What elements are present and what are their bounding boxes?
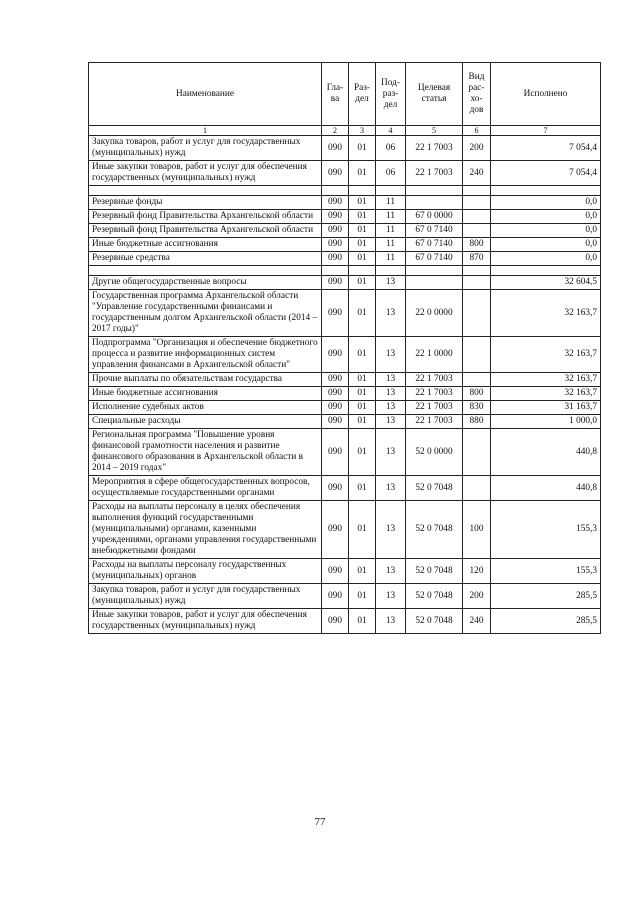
row-expense-type (463, 373, 491, 387)
row-name: Мероприятия в сфере общегосударственных вопросов, осуществляемые государственными органами (89, 476, 322, 501)
table-row (89, 476, 601, 501)
table-row (89, 337, 601, 373)
empty-cell (491, 266, 601, 276)
row-executed: 0,0 (491, 210, 601, 224)
row-section: 01 (349, 210, 376, 224)
row-section: 01 (349, 196, 376, 210)
row-target: 22 1 7003 (406, 161, 463, 186)
row-executed: 32 163,7 (491, 290, 601, 337)
row-chapter: 090 (322, 337, 349, 373)
row-target: 52 0 7048 (406, 609, 463, 634)
row-name: Иные бюджетные ассигнования (89, 387, 322, 401)
row-chapter: 090 (322, 609, 349, 634)
row-section: 01 (349, 252, 376, 266)
row-target: 22 1 7003 (406, 415, 463, 429)
row-expense-type: 120 (463, 559, 491, 584)
row-name: Закупка товаров, работ и услуг для государственных (муниципальных) нужд (89, 136, 322, 161)
table-body (89, 136, 601, 634)
column-number: 1 (89, 126, 322, 136)
row-expense-type: 880 (463, 415, 491, 429)
row-target: 22 1 7003 (406, 401, 463, 415)
row-chapter: 090 (322, 584, 349, 609)
row-target: 22 0 0000 (406, 290, 463, 337)
row-subsection: 13 (376, 401, 406, 415)
row-name: Закупка товаров, работ и услуг для государственных (муниципальных) нужд (89, 584, 322, 609)
row-chapter: 090 (322, 210, 349, 224)
row-expense-type (463, 337, 491, 373)
row-target: 52 0 0000 (406, 429, 463, 476)
row-chapter: 090 (322, 136, 349, 161)
table-row (89, 210, 601, 224)
row-subsection: 13 (376, 429, 406, 476)
row-name: Иные закупки товаров, работ и услуг для обеспечения государственных (муниципальных) нужд (89, 161, 322, 186)
empty-cell (349, 186, 376, 196)
row-executed: 7 054,4 (491, 136, 601, 161)
row-section: 01 (349, 415, 376, 429)
empty-cell (349, 266, 376, 276)
table-row (89, 401, 601, 415)
column-number: 6 (463, 126, 491, 136)
row-chapter: 090 (322, 290, 349, 337)
row-expense-type (463, 276, 491, 290)
header-chapter: Гла- ва (322, 63, 349, 126)
row-section: 01 (349, 401, 376, 415)
budget-table (88, 62, 601, 634)
row-executed: 440,8 (491, 476, 601, 501)
column-number: 2 (322, 126, 349, 136)
row-section: 01 (349, 337, 376, 373)
row-target: 67 0 7140 (406, 252, 463, 266)
empty-cell (491, 186, 601, 196)
row-name: Расходы на выплаты персоналу в целях обеспечения выполнения функций государственными (муниципальными) органами, казенными учреждениями, органами управления государственными внебюджетными фондами (89, 501, 322, 559)
row-executed: 32 163,7 (491, 337, 601, 373)
row-executed: 0,0 (491, 252, 601, 266)
row-target: 22 1 0000 (406, 337, 463, 373)
empty-cell (322, 186, 349, 196)
table-row (89, 290, 601, 337)
row-subsection: 13 (376, 559, 406, 584)
row-target: 22 1 7003 (406, 387, 463, 401)
row-name: Иные закупки товаров, работ и услуг для обеспечения государственных (муниципальных) нужд (89, 609, 322, 634)
row-section: 01 (349, 429, 376, 476)
row-name: Резервный фонд Правительства Архангельской области (89, 210, 322, 224)
row-expense-type: 240 (463, 609, 491, 634)
row-expense-type (463, 476, 491, 501)
row-subsection: 13 (376, 387, 406, 401)
row-subsection: 11 (376, 238, 406, 252)
row-expense-type: 200 (463, 584, 491, 609)
row-section: 01 (349, 373, 376, 387)
row-expense-type (463, 224, 491, 238)
row-executed: 285,5 (491, 609, 601, 634)
empty-cell (322, 266, 349, 276)
row-executed: 1 000,0 (491, 415, 601, 429)
row-expense-type: 800 (463, 387, 491, 401)
row-target: 52 0 7048 (406, 501, 463, 559)
table-row (89, 196, 601, 210)
row-subsection: 11 (376, 196, 406, 210)
empty-cell (406, 186, 463, 196)
row-chapter: 090 (322, 238, 349, 252)
header-name: Наименование (89, 63, 322, 126)
page-number: 77 (314, 816, 326, 828)
row-target: 22 1 7003 (406, 136, 463, 161)
table-row (89, 429, 601, 476)
table-row (89, 609, 601, 634)
row-target: 67 0 7140 (406, 238, 463, 252)
row-executed: 32 604,5 (491, 276, 601, 290)
row-chapter: 090 (322, 276, 349, 290)
row-chapter: 090 (322, 415, 349, 429)
row-chapter: 090 (322, 401, 349, 415)
row-expense-type (463, 210, 491, 224)
row-target (406, 276, 463, 290)
row-subsection: 11 (376, 210, 406, 224)
row-executed: 0,0 (491, 238, 601, 252)
row-name: Резервный фонд Правительства Архангельской области (89, 224, 322, 238)
table-row (89, 415, 601, 429)
table-row (89, 252, 601, 266)
row-section: 01 (349, 584, 376, 609)
row-subsection: 11 (376, 252, 406, 266)
table-row (89, 387, 601, 401)
row-name: Расходы на выплаты персоналу государственных (муниципальных) органов (89, 559, 322, 584)
row-section: 01 (349, 136, 376, 161)
row-name: Резервные фонды (89, 196, 322, 210)
row-executed: 155,3 (491, 559, 601, 584)
row-subsection: 06 (376, 136, 406, 161)
row-executed: 31 163,7 (491, 401, 601, 415)
row-chapter: 090 (322, 429, 349, 476)
row-expense-type: 830 (463, 401, 491, 415)
row-expense-type: 870 (463, 252, 491, 266)
row-executed: 32 163,7 (491, 387, 601, 401)
row-name: Исполнение судебных актов (89, 401, 322, 415)
row-chapter: 090 (322, 476, 349, 501)
spacer-row (89, 186, 601, 196)
row-name: Резервные средства (89, 252, 322, 266)
row-chapter: 090 (322, 559, 349, 584)
table-row (89, 584, 601, 609)
row-expense-type: 800 (463, 238, 491, 252)
row-executed: 155,3 (491, 501, 601, 559)
empty-cell (463, 266, 491, 276)
row-section: 01 (349, 501, 376, 559)
empty-cell (406, 266, 463, 276)
row-expense-type: 240 (463, 161, 491, 186)
row-subsection: 13 (376, 476, 406, 501)
row-chapter: 090 (322, 196, 349, 210)
row-name: Подпрограмма "Организация и обеспечение бюджетного процесса и развитие информационных систем управления финансами в Архангельской области" (89, 337, 322, 373)
row-section: 01 (349, 161, 376, 186)
row-section: 01 (349, 476, 376, 501)
table-row (89, 559, 601, 584)
table-row (89, 238, 601, 252)
spacer-row (89, 266, 601, 276)
header-subsection: Под- раз- дел (376, 63, 406, 126)
row-chapter: 090 (322, 387, 349, 401)
row-subsection: 06 (376, 161, 406, 186)
row-name: Другие общегосударственные вопросы (89, 276, 322, 290)
empty-cell (376, 266, 406, 276)
row-expense-type (463, 429, 491, 476)
column-number: 4 (376, 126, 406, 136)
row-subsection: 13 (376, 276, 406, 290)
row-chapter: 090 (322, 252, 349, 266)
row-subsection: 13 (376, 337, 406, 373)
row-chapter: 090 (322, 161, 349, 186)
row-name: Государственная программа Архангельской области "Управление государственными финансами и государственным долгом Архангельской области (2014 – 2017 годы)" (89, 290, 322, 337)
header-row (89, 63, 601, 126)
row-name: Специальные расходы (89, 415, 322, 429)
row-section: 01 (349, 276, 376, 290)
table-row (89, 501, 601, 559)
row-section: 01 (349, 238, 376, 252)
empty-cell (89, 266, 322, 276)
row-executed: 0,0 (491, 224, 601, 238)
header-section: Раз- дел (349, 63, 376, 126)
header-executed: Исполнено (491, 63, 601, 126)
empty-cell (463, 186, 491, 196)
row-target: 52 0 7048 (406, 584, 463, 609)
row-section: 01 (349, 559, 376, 584)
row-executed: 440,8 (491, 429, 601, 476)
table-row (89, 161, 601, 186)
row-executed: 32 163,7 (491, 373, 601, 387)
row-expense-type: 200 (463, 136, 491, 161)
row-expense-type (463, 290, 491, 337)
row-subsection: 13 (376, 584, 406, 609)
row-target: 22 1 7003 (406, 373, 463, 387)
row-section: 01 (349, 224, 376, 238)
row-chapter: 090 (322, 501, 349, 559)
row-subsection: 13 (376, 501, 406, 559)
row-target (406, 196, 463, 210)
row-subsection: 13 (376, 415, 406, 429)
row-executed: 7 054,4 (491, 161, 601, 186)
row-subsection: 13 (376, 373, 406, 387)
table-row (89, 224, 601, 238)
row-target: 67 0 0000 (406, 210, 463, 224)
row-chapter: 090 (322, 373, 349, 387)
row-name: Региональная программа "Повышение уровня финансовой грамотности населения и развитие финансового образования в Архангельской области в 2014 – 2019 годах" (89, 429, 322, 476)
header-expense-type: Вид рас- хо- дов (463, 63, 491, 126)
row-executed: 0,0 (491, 196, 601, 210)
column-number: 3 (349, 126, 376, 136)
row-name: Иные бюджетные ассигнования (89, 238, 322, 252)
row-executed: 285,5 (491, 584, 601, 609)
row-chapter: 090 (322, 224, 349, 238)
row-subsection: 11 (376, 224, 406, 238)
row-target: 52 0 7048 (406, 476, 463, 501)
row-target: 67 0 7140 (406, 224, 463, 238)
row-subsection: 13 (376, 609, 406, 634)
header-target: Целевая статья (406, 63, 463, 126)
column-numbers-row (89, 126, 601, 136)
row-subsection: 13 (376, 290, 406, 337)
column-number: 7 (491, 126, 601, 136)
row-name: Прочие выплаты по обязательствам государства (89, 373, 322, 387)
empty-cell (89, 186, 322, 196)
row-section: 01 (349, 609, 376, 634)
table-row (89, 373, 601, 387)
table-row (89, 276, 601, 290)
row-section: 01 (349, 387, 376, 401)
row-expense-type (463, 196, 491, 210)
row-expense-type: 100 (463, 501, 491, 559)
row-section: 01 (349, 290, 376, 337)
row-target: 52 0 7048 (406, 559, 463, 584)
empty-cell (376, 186, 406, 196)
column-number: 5 (406, 126, 463, 136)
table-row (89, 136, 601, 161)
